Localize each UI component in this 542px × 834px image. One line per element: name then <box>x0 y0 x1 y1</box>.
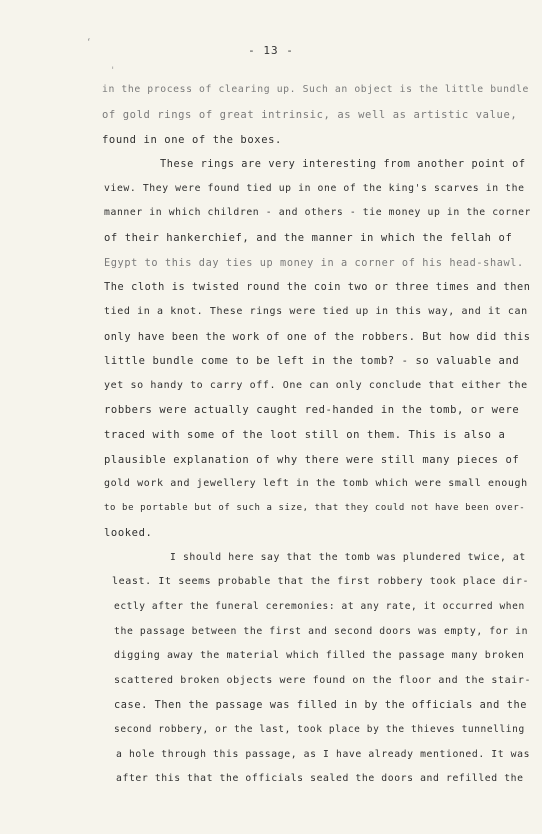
text-line: yet so handy to carry off. One can only conclude that either the <box>104 380 528 391</box>
text-line: least. It seems probable that the first robbery took place dir- <box>112 576 530 587</box>
text-line: view. They were found tied up in one of the king's scarves in the <box>104 183 525 194</box>
text-line: digging away the material which filled the passage many broken <box>114 650 525 661</box>
text-line: manner in which children - and others - tie money up in the corner <box>104 207 532 218</box>
text-line: after this that the officials sealed the doors and refilled the <box>116 773 524 784</box>
margin-mark: ' <box>110 66 116 76</box>
text-line: Egypt to this day ties up money in a corner of his head-shawl. <box>104 257 524 269</box>
text-line: the passage between the first and second doors was empty, for in <box>114 626 529 637</box>
text-line: ectly after the funeral ceremonies: at any rate, it occurred when <box>114 601 525 612</box>
text-line: second robbery, or the last, took place by the thieves tunnelling <box>114 724 525 735</box>
page-number: - 13 - <box>248 44 294 57</box>
text-line: traced with some of the loot still on them. This is also a <box>104 429 506 441</box>
margin-mark: ‘ <box>86 38 92 48</box>
text-line: tied in a knot. These rings were tied up in this way, and it can <box>104 306 528 317</box>
text-line: plausible explanation of why there were still many pieces of <box>104 454 520 466</box>
text-line: a hole through this passage, as I have already mentioned. It was <box>116 749 531 760</box>
text-line: case. Then the passage was filled in by the officials and the <box>114 699 528 711</box>
text-line: looked. <box>104 527 153 539</box>
text-line: found in one of the boxes. <box>102 134 282 146</box>
text-line: of gold rings of great intrinsic, as well as artistic value, <box>102 109 518 121</box>
text-line: little bundle come to be left in the tomb? - so valuable and <box>104 355 520 367</box>
text-line: The cloth is twisted round the coin two or three times and then <box>104 281 531 293</box>
text-line: of their hankerchief, and the manner in which the fellah of <box>104 232 513 244</box>
text-line: scattered broken objects were found on the floor and the stair- <box>114 675 532 686</box>
text-line: gold work and jewellery left in the tomb which were small enough <box>104 478 528 489</box>
text-line: These rings are very interesting from another point of <box>160 158 526 170</box>
text-line: I should here say that the tomb was plundered twice, at <box>170 552 526 563</box>
text-line: in the process of clearing up. Such an object is the little bundle <box>102 84 530 95</box>
text-line: to be portable but of such a size, that they could not have been over- <box>104 503 526 513</box>
text-line: robbers were actually caught red-handed in the tomb, or were <box>104 404 520 416</box>
text-line: only have been the work of one of the robbers. But how did this <box>104 331 531 343</box>
